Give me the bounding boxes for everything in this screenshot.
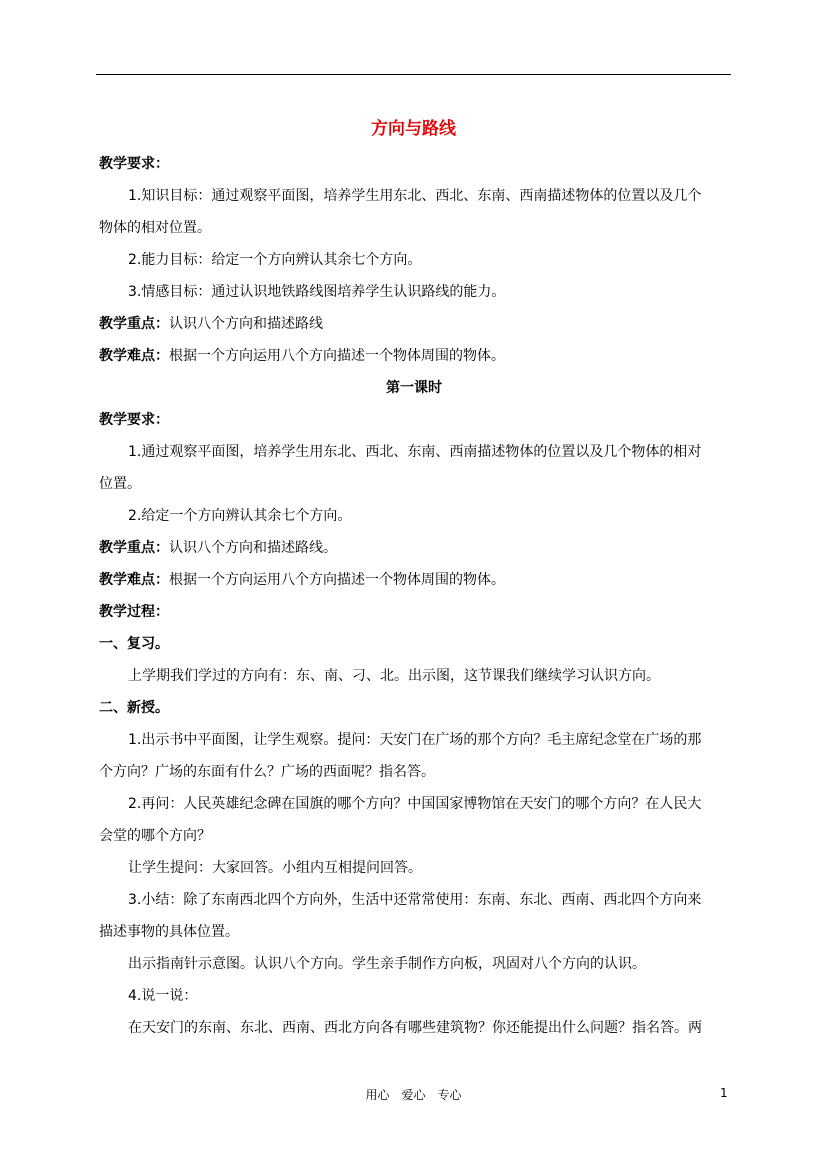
paragraph-line: 2.再问：人民英雄纪念碑在国旗的哪个方向？中国国家博物馆在天安门的哪个方向？在人民大 <box>128 796 702 812</box>
line-label: 教学过程： <box>99 604 169 620</box>
labeled-line <box>99 148 729 180</box>
paragraph-line: 位置。 <box>99 476 141 492</box>
line-label: 教学重点： <box>99 316 169 332</box>
paragraph-line: 1.通过观察平面图，培养学生用东北、西北、东南、西南描述物体的位置以及几个物体的相对 <box>128 444 702 460</box>
line-label: 教学难点： <box>99 572 169 588</box>
paragraph-line: 出示指南针示意图。认识八个方向。学生亲手制作方向板，巩固对八个方向的认识。 <box>128 956 646 972</box>
line-text: 根据一个方向运用八个方向描述一个物体周围的物体。 <box>169 572 505 588</box>
page-footer: 用心 爱心 专心 <box>365 1088 462 1102</box>
line-text: 根据一个方向运用八个方向描述一个物体周围的物体。 <box>169 348 505 364</box>
line-label: 教学重点： <box>99 540 169 556</box>
paragraph-line: 3.小结：除了东南西北四个方向外，生活中还常常使用：东南、东北、西南、西北四个方向来 <box>128 892 702 908</box>
paragraph-line: 4.说一说： <box>128 988 198 1004</box>
line-label: 二、新授。 <box>99 700 169 716</box>
paragraph-line: 1.知识目标：通过观察平面图，培养学生用东北、西北、东南、西南描述物体的位置以及几个 <box>128 188 702 204</box>
page-number: 1 <box>720 1086 728 1100</box>
labeled-line <box>99 596 729 628</box>
line-text: 认识八个方向和描述路线。 <box>169 540 337 556</box>
line-label: 教学难点： <box>99 348 169 364</box>
line-label: 教学要求： <box>99 156 169 172</box>
labeled-line <box>99 564 729 596</box>
labeled-line <box>99 308 729 340</box>
labeled-line <box>99 628 729 660</box>
line-text: 认识八个方向和描述路线 <box>169 316 323 332</box>
labeled-line <box>99 692 729 724</box>
labeled-line <box>99 532 729 564</box>
paragraph-line: 让学生提问：大家回答。小组内互相提问回答。 <box>128 860 422 876</box>
paragraph-line: 3.情感目标：通过认识地铁路线图培养学生认识路线的能力。 <box>128 284 506 300</box>
paragraph-line: 描述事物的具体位置。 <box>99 924 239 940</box>
paragraph-line: 2.能力目标：给定一个方向辨认其余七个方向。 <box>128 252 422 268</box>
paragraph-line: 物体的相对位置。 <box>99 220 211 236</box>
document-body <box>99 148 729 1044</box>
line-label: 教学要求： <box>99 412 169 428</box>
paragraph-line: 会堂的哪个方向？ <box>99 828 211 844</box>
paragraph-line: 在天安门的东南、东北、西南、西北方向各有哪些建筑物？你还能提出什么问题？指名答。两 <box>128 1020 702 1036</box>
line-label: 一、复习。 <box>99 636 169 652</box>
document-title: 方向与路线 <box>371 119 456 139</box>
paragraph-line: 个方向？广场的东面有什么？广场的西面呢？指名答。 <box>99 764 435 780</box>
paragraph-line: 上学期我们学过的方向有：东、南、刁、北。出示图，这节课我们继续学习认识方向。 <box>128 668 660 684</box>
section-heading: 第一课时 <box>386 380 442 396</box>
paragraph-line: 2.给定一个方向辨认其余七个方向。 <box>128 508 352 524</box>
labeled-line <box>99 404 729 436</box>
labeled-line <box>99 340 729 372</box>
header-rule <box>96 74 731 75</box>
paragraph-line: 1.出示书中平面图，让学生观察。提问：天安门在广场的那个方向？毛主席纪念堂在广场的那 <box>128 732 702 748</box>
